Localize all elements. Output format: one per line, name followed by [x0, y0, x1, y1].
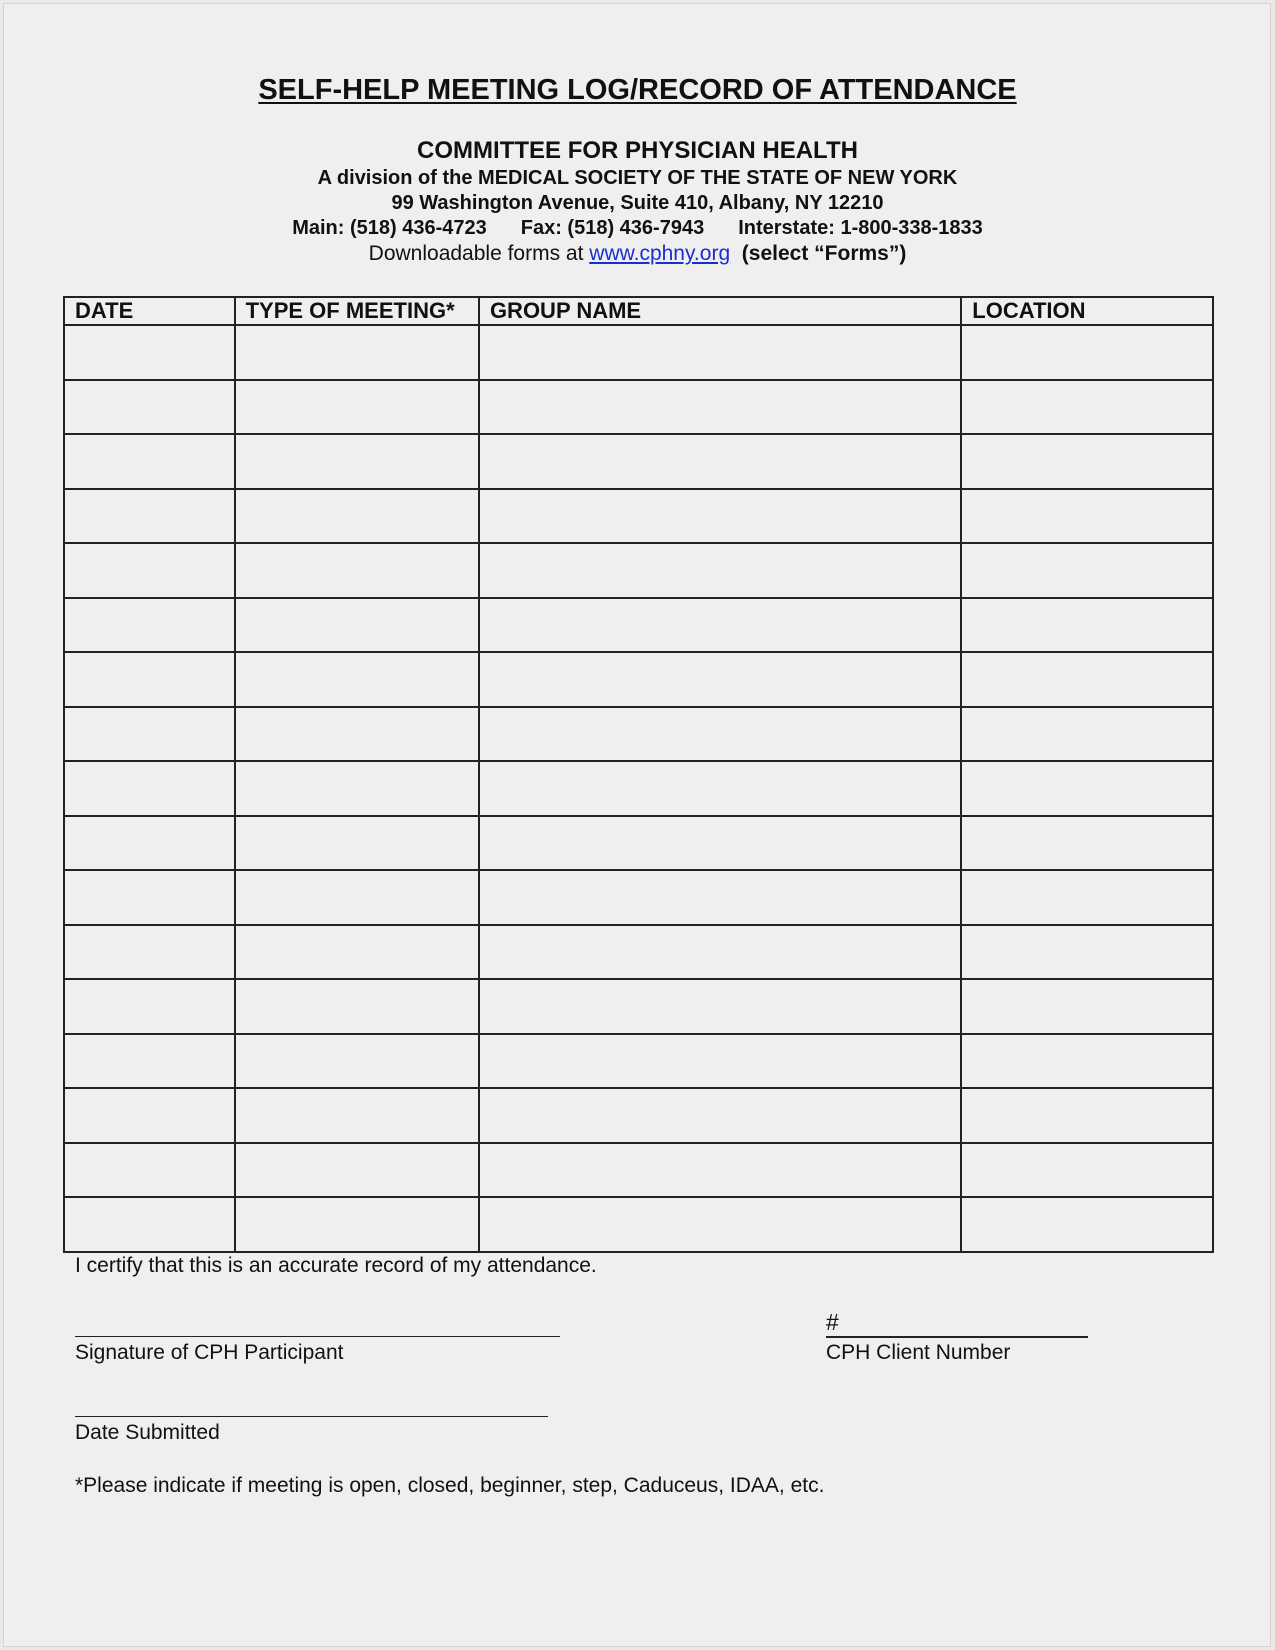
client-number-label: CPH Client Number: [826, 1341, 1011, 1364]
location-cell[interactable]: [961, 598, 1213, 653]
table-row: [64, 652, 1213, 707]
table-row: [64, 325, 1213, 380]
download-prefix: Downloadable forms at: [368, 242, 584, 265]
type-of-meeting-cell[interactable]: [235, 1197, 479, 1252]
location-cell[interactable]: [961, 325, 1213, 380]
date-cell[interactable]: [64, 434, 235, 489]
header-date: DATE: [64, 297, 235, 325]
header-group-name: GROUP NAME: [479, 297, 961, 325]
date-cell[interactable]: [64, 380, 235, 435]
date-cell[interactable]: [64, 1034, 235, 1089]
type-of-meeting-cell[interactable]: [235, 543, 479, 598]
client-number-line[interactable]: [826, 1316, 1088, 1338]
group-name-cell[interactable]: [479, 598, 961, 653]
type-of-meeting-cell[interactable]: [235, 1143, 479, 1198]
address-line: 99 Washington Avenue, Suite 410, Albany, NY 12210: [391, 192, 884, 214]
date-submitted-line[interactable]: [75, 1396, 548, 1417]
location-cell[interactable]: [961, 761, 1213, 816]
attendance-table: [63, 296, 1214, 1253]
date-cell[interactable]: [64, 1143, 235, 1198]
location-cell[interactable]: [961, 543, 1213, 598]
division-line: A division of the MEDICAL SOCIETY OF THE STATE OF NEW YORK: [317, 167, 958, 189]
location-cell[interactable]: [961, 816, 1213, 871]
location-cell[interactable]: [961, 489, 1213, 544]
location-cell[interactable]: [961, 1088, 1213, 1143]
type-of-meeting-cell[interactable]: [235, 380, 479, 435]
download-line: [0, 241, 1275, 267]
signature-line[interactable]: [75, 1316, 560, 1337]
signature-label: Signature of CPH Participant: [75, 1341, 344, 1364]
date-cell[interactable]: [64, 707, 235, 762]
main-phone: Main: (518) 436-4723: [292, 217, 487, 239]
header-location: LOCATION: [961, 297, 1213, 325]
group-name-cell[interactable]: [479, 979, 961, 1034]
date-cell[interactable]: [64, 979, 235, 1034]
date-cell[interactable]: [64, 598, 235, 653]
type-of-meeting-cell[interactable]: [235, 325, 479, 380]
phone-line: [0, 216, 1275, 241]
location-cell[interactable]: [961, 380, 1213, 435]
group-name-cell[interactable]: [479, 1143, 961, 1198]
fax-number: Fax: (518) 436-7943: [520, 217, 705, 239]
organization-name: COMMITTEE FOR PHYSICIAN HEALTH: [417, 137, 858, 164]
table-row: [64, 598, 1213, 653]
group-name-cell[interactable]: [479, 489, 961, 544]
table-row: [64, 707, 1213, 762]
location-cell[interactable]: [961, 1197, 1213, 1252]
group-name-cell[interactable]: [479, 1088, 961, 1143]
table-row: [64, 543, 1213, 598]
date-cell[interactable]: [64, 1088, 235, 1143]
group-name-cell[interactable]: [479, 325, 961, 380]
location-cell[interactable]: [961, 870, 1213, 925]
group-name-cell[interactable]: [479, 925, 961, 980]
table-row: [64, 489, 1213, 544]
interstate-phone: Interstate: 1-800-338-1833: [738, 217, 983, 239]
table-row: [64, 1197, 1213, 1252]
footnote: *Please indicate if meeting is open, closed, beginner, step, Caduceus, IDAA, etc.: [75, 1474, 825, 1497]
group-name-cell[interactable]: [479, 380, 961, 435]
date-cell[interactable]: [64, 870, 235, 925]
date-submitted-label: Date Submitted: [75, 1421, 220, 1444]
type-of-meeting-cell[interactable]: [235, 652, 479, 707]
location-cell[interactable]: [961, 434, 1213, 489]
group-name-cell[interactable]: [479, 870, 961, 925]
date-cell[interactable]: [64, 925, 235, 980]
type-of-meeting-cell[interactable]: [235, 925, 479, 980]
table-row: [64, 761, 1213, 816]
type-of-meeting-cell[interactable]: [235, 1088, 479, 1143]
group-name-cell[interactable]: [479, 816, 961, 871]
location-cell[interactable]: [961, 1034, 1213, 1089]
location-cell[interactable]: [961, 707, 1213, 762]
table-row: [64, 434, 1213, 489]
date-cell[interactable]: [64, 1197, 235, 1252]
location-cell[interactable]: [961, 652, 1213, 707]
type-of-meeting-cell[interactable]: [235, 1034, 479, 1089]
table-row: [64, 1034, 1213, 1089]
location-cell[interactable]: [961, 979, 1213, 1034]
group-name-cell[interactable]: [479, 1197, 961, 1252]
type-of-meeting-cell[interactable]: [235, 598, 479, 653]
table-row: [64, 1143, 1213, 1198]
download-suffix: (select “Forms”): [741, 242, 907, 265]
certification-text: I certify that this is an accurate record of my attendance.: [75, 1254, 597, 1277]
type-of-meeting-cell[interactable]: [235, 761, 479, 816]
group-name-cell[interactable]: [479, 652, 961, 707]
type-of-meeting-cell[interactable]: [235, 434, 479, 489]
location-cell[interactable]: [961, 925, 1213, 980]
group-name-cell[interactable]: [479, 1034, 961, 1089]
table-row: [64, 1088, 1213, 1143]
type-of-meeting-cell[interactable]: [235, 816, 479, 871]
form-title: SELF-HELP MEETING LOG/RECORD OF ATTENDANCE: [258, 74, 1017, 106]
date-cell[interactable]: [64, 816, 235, 871]
header-type-of-meeting: TYPE OF MEETING*: [235, 297, 479, 325]
table-row: [64, 870, 1213, 925]
table-row: [64, 925, 1213, 980]
table-row: [64, 380, 1213, 435]
group-name-cell[interactable]: [479, 434, 961, 489]
type-of-meeting-cell[interactable]: [235, 489, 479, 544]
type-of-meeting-cell[interactable]: [235, 707, 479, 762]
table-row: [64, 979, 1213, 1034]
group-name-cell[interactable]: [479, 543, 961, 598]
date-cell[interactable]: [64, 489, 235, 544]
attendance-rows: [64, 325, 1213, 1252]
client-number-hash: #: [826, 1309, 839, 1335]
date-cell[interactable]: [64, 761, 235, 816]
organization-header: [0, 136, 1275, 267]
date-cell[interactable]: [64, 543, 235, 598]
type-of-meeting-cell[interactable]: [235, 979, 479, 1034]
location-cell[interactable]: [961, 1143, 1213, 1198]
group-name-cell[interactable]: [479, 707, 961, 762]
date-cell[interactable]: [64, 325, 235, 380]
website-link[interactable]: www.cphny.org: [589, 242, 731, 265]
group-name-cell[interactable]: [479, 761, 961, 816]
table-header-row: [64, 297, 1213, 325]
date-cell[interactable]: [64, 652, 235, 707]
type-of-meeting-cell[interactable]: [235, 870, 479, 925]
table-row: [64, 816, 1213, 871]
